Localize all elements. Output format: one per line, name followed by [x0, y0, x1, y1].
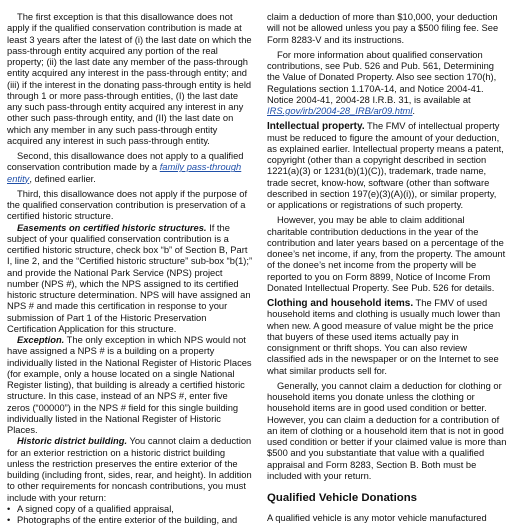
paragraph-clothing: [267, 298, 507, 377]
paragraph-more-information: [267, 50, 507, 118]
paragraph-historic-district: [7, 436, 253, 504]
paragraph-text: The FMV of intellectual property must be reduced to figure the amount of your deduction, as explained earlier. Intellectual property means a patent, copyright (other than a copyright described in section 1221(a)(3) or 1231(b)(1)(C)), trademark, trade name, trade secret, know-how, software (other than software described in section 197(e)(3)(A)(i)), or similar property, or applications or registrations of such property.: [267, 121, 504, 210]
paragraph-filing-fee: claim a deduction of more than $10,000, your deduction will not be allowed unless you pay a $500 filing fee. See Form 8283-V and its instructions.: [267, 12, 499, 45]
paragraph-text: .: [412, 106, 416, 116]
paragraph-third-exception: Third, this disallowance does not apply if the purpose of the qualified conservation contribution is preservation of a certified historic structure.: [7, 188, 248, 222]
paragraph-first-exception: The first exception is that this disallowance does not apply if the qualified conservation contribution is made at least 3 years after the latest of (i) the last date on which the pass-through entity acquired any portion of the real property; (ii) the last date any member of the pass-through entity acquired any interest in the pass-through entity; and (iii) if the interest in the donating pass-through entity is held through 1 or more pass-through entities, (I) the last date any such pass-through entity acquired any interest in any other such pass-through entity, and (II) the last date on which any member in any such pass-through entity acquired any interest in such pass-through entity.: [7, 12, 252, 146]
paragraph-text: The only exception in which NPS would not have assigned a NPS # is a building on a property individually listed in the National Register of Historic Places (for example, only a house located on a single National Register listing), that building is already a certified historic structure. In this case, instead of an NPS #, enter five zeros (“00000”) in the NPS # field for this single building individually listed in the National Register of Historic Places.: [7, 335, 252, 435]
paragraph-exception: [7, 335, 253, 436]
paragraph-text: For more information about qualified conservation contributions, see Pub. 526 and Pub. 561, Determining the Value of Donated Property. Also see section 170(h), Regulations section 1.170A-14, and Notice 2004-41. Notice 2004-41, 2004-28 I.R.B. 31, is available at: [267, 49, 497, 105]
subheading-historic-district: Historic district building.: [17, 436, 128, 447]
irs-notice-link[interactable]: IRS.gov/irb/2004-28_IRB/ar09.html: [267, 106, 413, 116]
family-pass-through-entity-link[interactable]: family pass-through entity: [7, 162, 242, 184]
requirements-list: [7, 504, 253, 526]
subheading-easements: Easements on certified historic structures.: [17, 222, 207, 233]
subheading-clothing: Clothing and household items.: [267, 298, 414, 309]
right-column: [267, 12, 507, 525]
list-item: • Photographs of the entire exterior of the building, and: [17, 515, 253, 526]
subheading-intellectual-property: Intellectual property.: [267, 121, 365, 133]
paragraph-text: Second, this disallowance does not apply to a qualified conservation contribution made by a: [7, 151, 244, 173]
paragraph-qualified-vehicle: A qualified vehicle is any motor vehicle manufactured: [267, 513, 487, 524]
paragraph-text: You cannot claim a deduction for an exterior restriction on a historic district building unless the restriction preserves the entire exterior of the building (including front, sides, rear, and height). In addition to other requirements for noncash contributions, you must include with your return:: [7, 436, 252, 503]
paragraph-text: , defined earlier.: [29, 173, 96, 184]
paragraph-additional-deductions: However, you may be able to claim additional charitable contribution deductions in the year of the contribution and later years based on a percentage of the donee’s net income, if any, from the property. The amount of the donee’s net income from the property will be reported to you on Form 8899, Notice of Income From Donated Intellectual Property. See Pub. 526 for details.: [267, 215, 506, 293]
paragraph-intellectual-property: [267, 121, 507, 211]
list-item: • A signed copy of a qualified appraisal,: [17, 504, 253, 515]
paragraph-clothing-condition: Generally, you cannot claim a deduction for clothing or household items you donate unless the clothing or household items are in good used condition or better. However, you can claim a deduction for a contribution of an item of clothing or a household item that is not in good used condition or better if your claimed value is more than $500 and you substantiate that value with a qualified appraisal and Form 8283, Section B. Both must be included with your return.: [267, 380, 507, 481]
paragraph-text: The FMV of used household items and clothing is usually much lower than when new. A good measure of value might be the price that buyers of these used items actually pay in consignment or thrift shops. You can also review classified ads in the newspaper or on the Internet to see what similar products sell for.: [267, 298, 501, 376]
section-heading-qualified-vehicle: Qualified Vehicle Donations: [267, 492, 418, 504]
subheading-exception: Exception.: [17, 335, 65, 345]
paragraph-text: If the subject of your qualified conservation contribution is a certified historic structure, check box “b” of Section B, Part I, line 2, and the “Certified historic structure” sub-box “b(1);” and provide the National Park Service (NPS) project number (NPS #), which the NPS assigned to its certified historic structure determination. NPS will have assigned an NPS # and made this certification in response to your submission of Part 1 of the Historic Preservation Certification Application for this structure.: [7, 222, 253, 334]
paragraph-second-exception: [7, 151, 253, 185]
paragraph-easements: [7, 223, 253, 336]
